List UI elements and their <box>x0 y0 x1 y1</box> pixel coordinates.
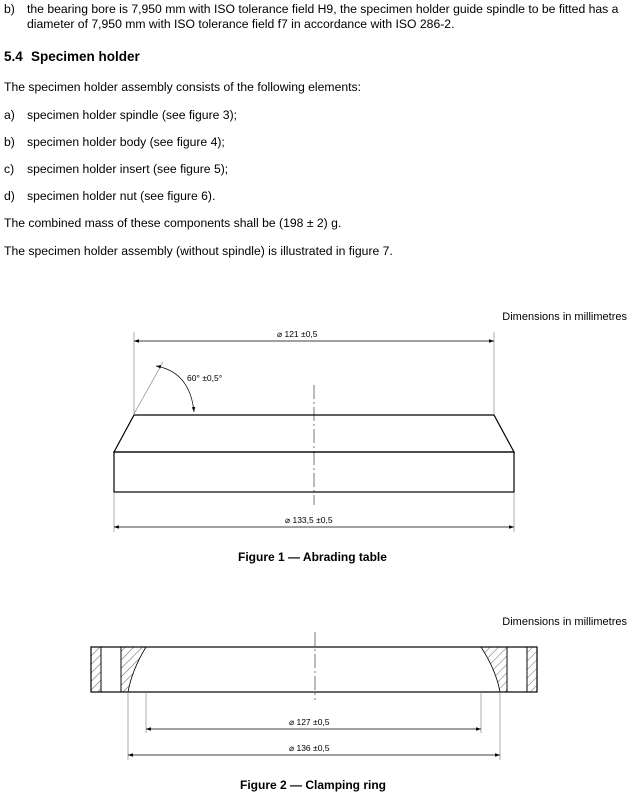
figure2-caption: Figure 2 — Clamping ring <box>240 778 387 792</box>
figure1-top-dimension-label: ⌀ 121 ±0,5 <box>277 329 318 339</box>
list-marker-c: c) <box>4 162 15 176</box>
figure1-caption: Figure 1 — Abrading table <box>238 550 387 564</box>
list-marker-b-top: b) <box>4 2 15 16</box>
figure2-right-hatch-outer <box>527 647 537 692</box>
assembly-statement: The specimen holder assembly (without spindle) is illustrated in figure 7. <box>4 244 393 258</box>
figure2-inner-dimension-label: ⌀ 127 ±0,5 <box>289 717 330 727</box>
list-marker-a: a) <box>4 108 15 122</box>
item-b-line-1: the bearing bore is 7,950 mm with ISO tolerance field H9, the specimen holder guide spindle to be fitted has a <box>27 2 619 16</box>
list-item-b: specimen holder body (see figure 4); <box>27 135 225 149</box>
figure2-left-hatch-outer <box>91 647 101 692</box>
section-number: 5.4 <box>4 49 23 64</box>
intro-paragraph: The specimen holder assembly consists of the following elements: <box>4 80 361 94</box>
figure1-bottom-dimension-label: ⌀ 133,5 ±0,5 <box>285 515 333 525</box>
mass-statement: The combined mass of these components shall be (198 ± 2) g. <box>4 216 342 230</box>
figure2-right-hatch-curve <box>481 647 507 692</box>
list-item-a: specimen holder spindle (see figure 3); <box>27 108 238 122</box>
figure2-ring-outline <box>91 647 537 692</box>
list-marker-d: d) <box>4 189 15 203</box>
figure1-angle-label: 60° ±0,5° <box>187 373 223 383</box>
figure2-right-hatch-mid <box>507 647 527 692</box>
list-item-d: specimen holder nut (see figure 6). <box>27 189 216 203</box>
figure2-left-hatch-curve <box>121 647 146 692</box>
list-marker-b: b) <box>4 135 15 149</box>
figure2-outer-dimension-label: ⌀ 136 ±0,5 <box>289 743 330 753</box>
figure1-dimensions-note: Dimensions in millimetres <box>502 311 627 323</box>
item-b-line-2: diameter of 7,950 mm with ISO tolerance field f7 in accordance with ISO 286-2. <box>27 17 455 31</box>
list-item-c: specimen holder insert (see figure 5); <box>27 162 229 176</box>
figure2-left-hatch-mid <box>101 647 121 692</box>
figure1-abrading-table-drawing <box>0 320 632 540</box>
figure2-dimensions-note: Dimensions in millimetres <box>502 616 627 628</box>
figure1-angle-construction-line <box>134 362 163 414</box>
section-title: Specimen holder <box>31 49 140 64</box>
